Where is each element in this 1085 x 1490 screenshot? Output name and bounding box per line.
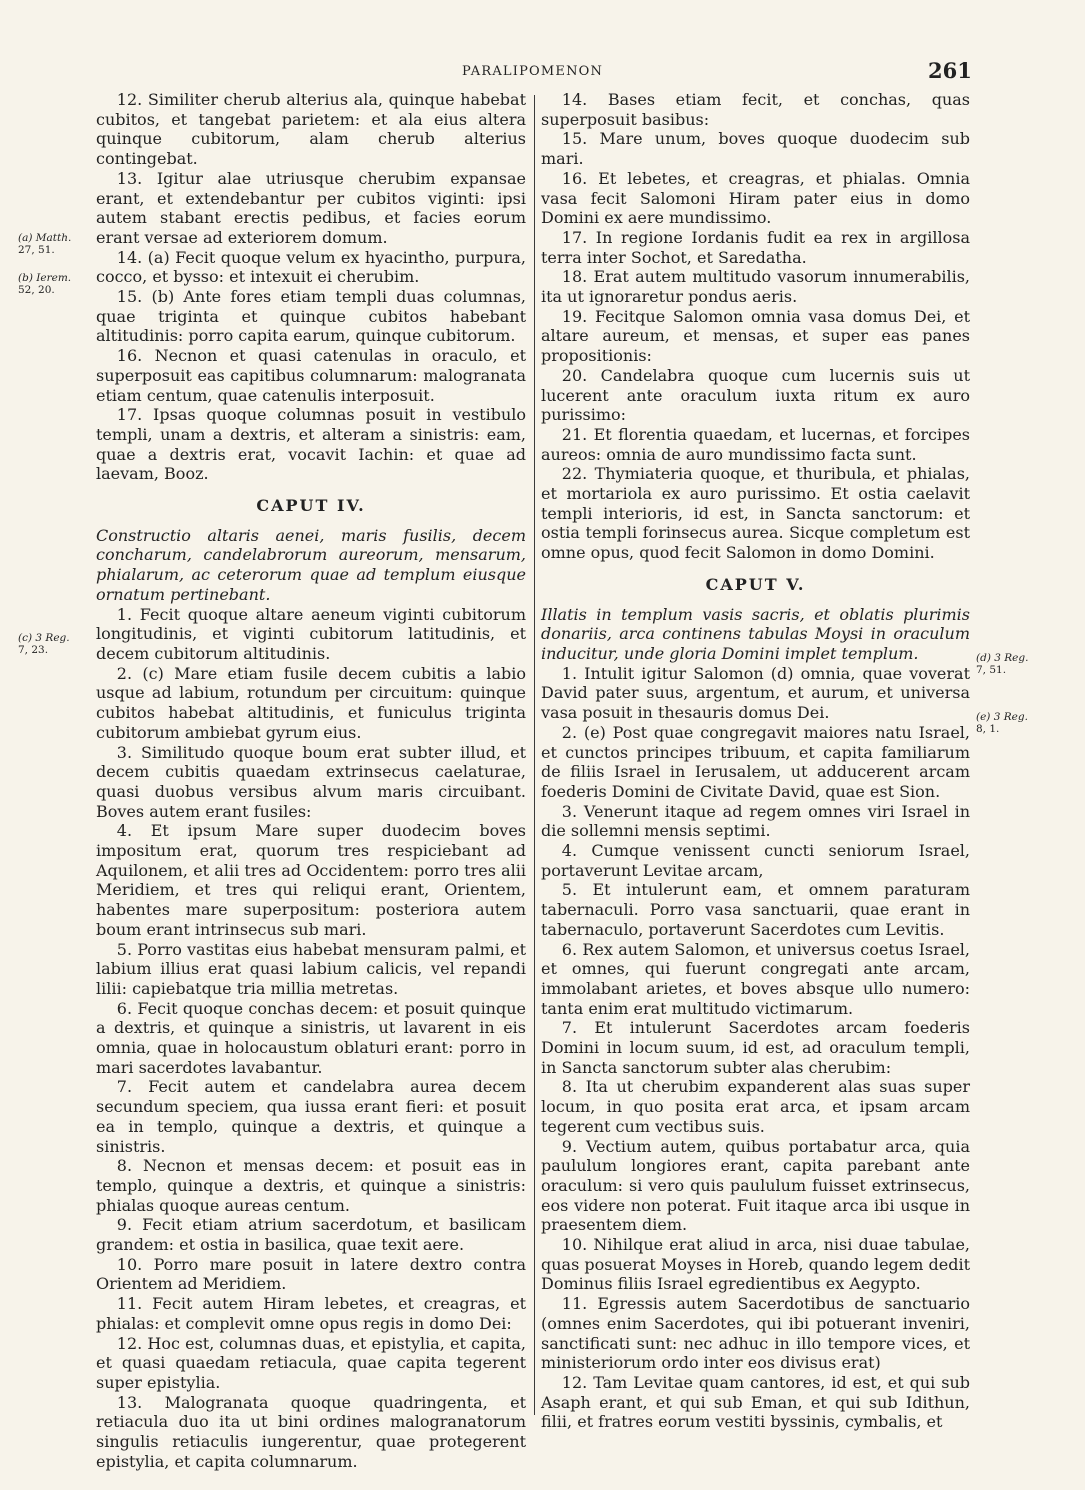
column-divider: [534, 95, 535, 1415]
margin-note-label: (c) 3 Reg.: [18, 632, 70, 644]
verse: 22. Thymiateria quoque, et thuribula, et phialas, et mortariola ex auro purissimo. Et ostia caelavit templi interioris, id est, in Sancta sanctorum: et ostia templi forinsecus aurea. Sicque completum est omne opus, quod fecit Salomon in domo Domini.: [541, 464, 970, 563]
verse: 19. Fecitque Salomon omnia vasa domus Dei, et altare aureum, et mensas, et super eas panes propositionis:: [541, 306, 970, 366]
verse: 11. Egressis autem Sacerdotibus de sanctuario (omnes enim Sacerdotes, qui ibi potuerant inveniri, sanctificati sunt: nec adhuc in illo tempore vices, et ministeriorum ordo inter eos divisus erat): [541, 1294, 970, 1373]
verse: 7. Fecit autem et candelabra aurea decem secundum speciem, qua iussa erant fieri: et posuit ea in templo, quinque a dextris, et quinque a sinistris.: [96, 1077, 526, 1156]
chapter-heading-iv: CAPUT IV.: [256, 496, 366, 516]
margin-note-b: [18, 272, 71, 296]
margin-note-ref: 27, 51.: [18, 244, 55, 256]
verse: 12. Tam Levitae quam cantores, id est, et qui sub Asaph erant, et qui sub Eman, et qui sub Idithun, filii, et fratres eorum vestiti byssinis, cymbalis, et: [541, 1373, 970, 1432]
verse: 2. (e) Post quae congregavit maiores natu Israel, et cunctos principes tribuum, et capita familiarum de filiis Israel in Ierusalem, ut adducerent arcam foederis Domini de Civitate David, quae est Sion.: [541, 722, 970, 801]
margin-note-label: (a) Matth.: [18, 232, 72, 244]
verse: 9. Fecit etiam atrium sacerdotum, et basilicam grandem: et ostia in basilica, quae texit aere.: [96, 1215, 526, 1255]
chapter-summary-iv: Constructio altaris aenei, maris fusilis, decem concharum, candelabrorum aureorum, mensarum, phialarum, ac ceterorum quae ad templum eiusque ornatum pertinebant.: [96, 525, 526, 604]
verse: 21. Et florentia quaedam, et lucernas, et forcipes aureos: omnia de auro mundissimo facta sunt.: [541, 424, 970, 464]
verse: 11. Fecit autem Hiram lebetes, et creagras, et phialas: et complevit omne opus regis in domo Dei:: [96, 1294, 526, 1333]
verse: 16. Et lebetes, et creagras, et phialas. Omnia vasa fecit Salomoni Hiram pater eius in domo Domini ex aere mundissimo.: [541, 168, 970, 228]
margin-note-label: (e) 3 Reg.: [976, 711, 1028, 723]
verse: 14. (a) Fecit quoque velum ex hyacintho, purpura, cocco, et bysso: et intexuit ei cherubim.: [96, 247, 526, 287]
verse: 17. In regione Iordanis fudit ea rex in argillosa terra inter Sochot, et Saredatha.: [541, 227, 970, 267]
margin-note-label: (b) Ierem.: [18, 272, 72, 284]
verse: 4. Et ipsum Mare super duodecim boves impositum erat, quorum tres respiciebant ad Aquilonem, et alii tres ad Occidentem: porro tres alii Meridiem, et tres qui reliqui erant, Orientem, habentes mare superpositum: posteriora autem boum erant intrinsecus sub mari.: [96, 821, 526, 939]
margin-note-ref: 7, 51.: [976, 664, 1007, 676]
verse: 15. (b) Ante fores etiam templi duas columnas, quae triginta et quinque cubitos habebant altitudinis: porro capita earum, quinque cubitorum.: [96, 287, 526, 346]
verse: 10. Nihilque erat aliud in arca, nisi duae tabulae, quas posuerat Moyses in Horeb, quando legem dedit Dominus filiis Israel egredientibus ex Aegypto.: [541, 1235, 971, 1294]
right-column: [541, 90, 970, 1432]
verse: 20. Candelabra quoque cum lucernis suis ut lucerent ante oraculum iuxta ritum ex auro purissimo:: [541, 365, 970, 425]
verse: 14. Bases etiam fecit, et conchas, quas superposuit basibus:: [541, 90, 970, 129]
verse: 18. Erat autem multitudo vasorum innumerabilis, ita ut ignoraretur pondus aeris.: [541, 267, 970, 307]
margin-note-label: (d) 3 Reg.: [976, 652, 1029, 664]
verse: 8. Ita ut cherubim expanderent alas suas super locum, in quo posita erat arca, et ipsam arcam tegerent cum vectibus suis.: [541, 1077, 970, 1136]
margin-note-ref: 52, 20.: [18, 284, 55, 296]
margin-note-e: [976, 711, 1028, 735]
margin-note-a: [18, 232, 71, 256]
verse: 17. Ipsas quoque columnas posuit in vestibulo templi, unam a dextris, et alteram a sinistris: eam, quae a dextris erat, vocavit Iachin: et quae ad laevam, Booz.: [96, 405, 526, 484]
verse: 2. (c) Mare etiam fusile decem cubitis a labio usque ad labium, rotundum per circuitum: quinque cubitos habebat altitudinis, et funiculus triginta cubitorum ambiebat gyrum eius.: [96, 663, 526, 742]
verse: 6. Fecit quoque conchas decem: et posuit quinque a dextris, et quinque a sinistris, ut lavarent in eis omnia, quae in holocaustum oblaturi erant: porro in mari sacerdotes lavabantur.: [96, 998, 526, 1077]
verse: 3. Venerunt itaque ad regem omnes viri Israel in die sollemni mensis septimi.: [541, 801, 970, 841]
margin-note-d: [976, 652, 1028, 676]
verse: 9. Vectium autem, quibus portabatur arca, quia paululum longiores erant, capita parebant ante oraculum: si vero quis paululum fuisset extrinsecus, eos videre non poterat. Fuit itaque arca ibi usque in praesentem diem.: [541, 1136, 970, 1235]
verse: 5. Porro vastitas eius habebat mensuram palmi, et labium illius erat quasi labium calicis, vel repandi lilii: capiebatque tria millia metretas.: [96, 939, 526, 998]
chapter-summary-v: Illatis in templum vasis sacris, et oblatis plurimis donariis, arca continens tabulas Moysi in oraculum inducitur, unde gloria Domini implet templum.: [541, 604, 970, 663]
verse: 5. Et intulerunt eam, et omnem paraturam tabernaculi. Porro vasa sanctuarii, quae erant in tabernaculo, portaverunt Sacerdotes cum Levitis.: [541, 880, 970, 939]
verse: 1. Intulit igitur Salomon (d) omnia, quae voverat David pater suus, argentum, et aurum, et universa vasa posuit in thesauris domus Dei.: [541, 663, 970, 723]
chapter-heading-v: CAPUT V.: [705, 574, 806, 594]
left-column: [96, 90, 526, 1472]
margin-note-c: [18, 632, 70, 656]
verse: 15. Mare unum, boves quoque duodecim sub mari.: [541, 129, 970, 169]
verse: 1. Fecit quoque altare aeneum viginti cubitorum longitudinis, et viginti cubitorum latitudinis, et decem cubitorum altitudinis.: [96, 604, 526, 663]
verse: 13. Igitur alae utriusque cherubim expansae erant, et extendebantur per cubitos viginti: ipsi autem stabant erectis pedibus, et facies eorum erant versae ad exteriorem domum.: [96, 168, 526, 247]
running-title: PARALIPOMENON: [462, 64, 604, 79]
verse: 12. Hoc est, columnas duas, et epistylia, et capita, et quasi quaedam retiacula, quae capita tegerent super epistylia.: [96, 1333, 526, 1392]
verse: 3. Similitudo quoque boum erat subter illud, et decem cubitis quaedam extrinsecus caelaturae, quasi duobus versibus alvum maris circuibant. Boves autem erant fusiles:: [96, 742, 526, 821]
margin-note-ref: 8, 1.: [976, 723, 1000, 735]
margin-note-ref: 7, 23.: [18, 644, 49, 656]
verse: 13. Malogranata quoque quadringenta, et retiacula duo ita ut bini ordines malogranatorum singulis retiaculis iungerentur, quae protegerent epistylia, et capita columnarum.: [96, 1392, 526, 1471]
page-number: 261: [928, 58, 972, 83]
verse: 8. Necnon et mensas decem: et posuit eas in templo, quinque a dextris, et quinque a sinistris: phialas quoque aureas centum.: [96, 1156, 526, 1215]
verse: 16. Necnon et quasi catenulas in oraculo, et superposuit eas capitibus columnarum: malogranata etiam centum, quae catenulis interposuit.: [96, 346, 526, 405]
verse: 4. Cumque venissent cuncti seniorum Israel, portaverunt Levitae arcam,: [541, 841, 970, 880]
verse: 7. Et intulerunt Sacerdotes arcam foederis Domini in locum suum, id est, ad oraculum templi, in Sancta sanctorum subter alas cherubim:: [541, 1018, 970, 1077]
verse: 10. Porro mare posuit in latere dextro contra Orientem ad Meridiem.: [96, 1254, 526, 1294]
running-head: [0, 58, 1085, 86]
verse: 12. Similiter cherub alterius ala, quinque habebat cubitos, et tangebat parietem: et ala eius altera quinque cubitorum, alam cherub alterius contingebat.: [96, 90, 526, 169]
verse: 6. Rex autem Salomon, et universus coetus Israel, et omnes, qui fuerunt congregati ante arcam, immolabant arietes, et boves absque ullo numero: tanta enim erat multitudo victimarum.: [541, 939, 970, 1018]
